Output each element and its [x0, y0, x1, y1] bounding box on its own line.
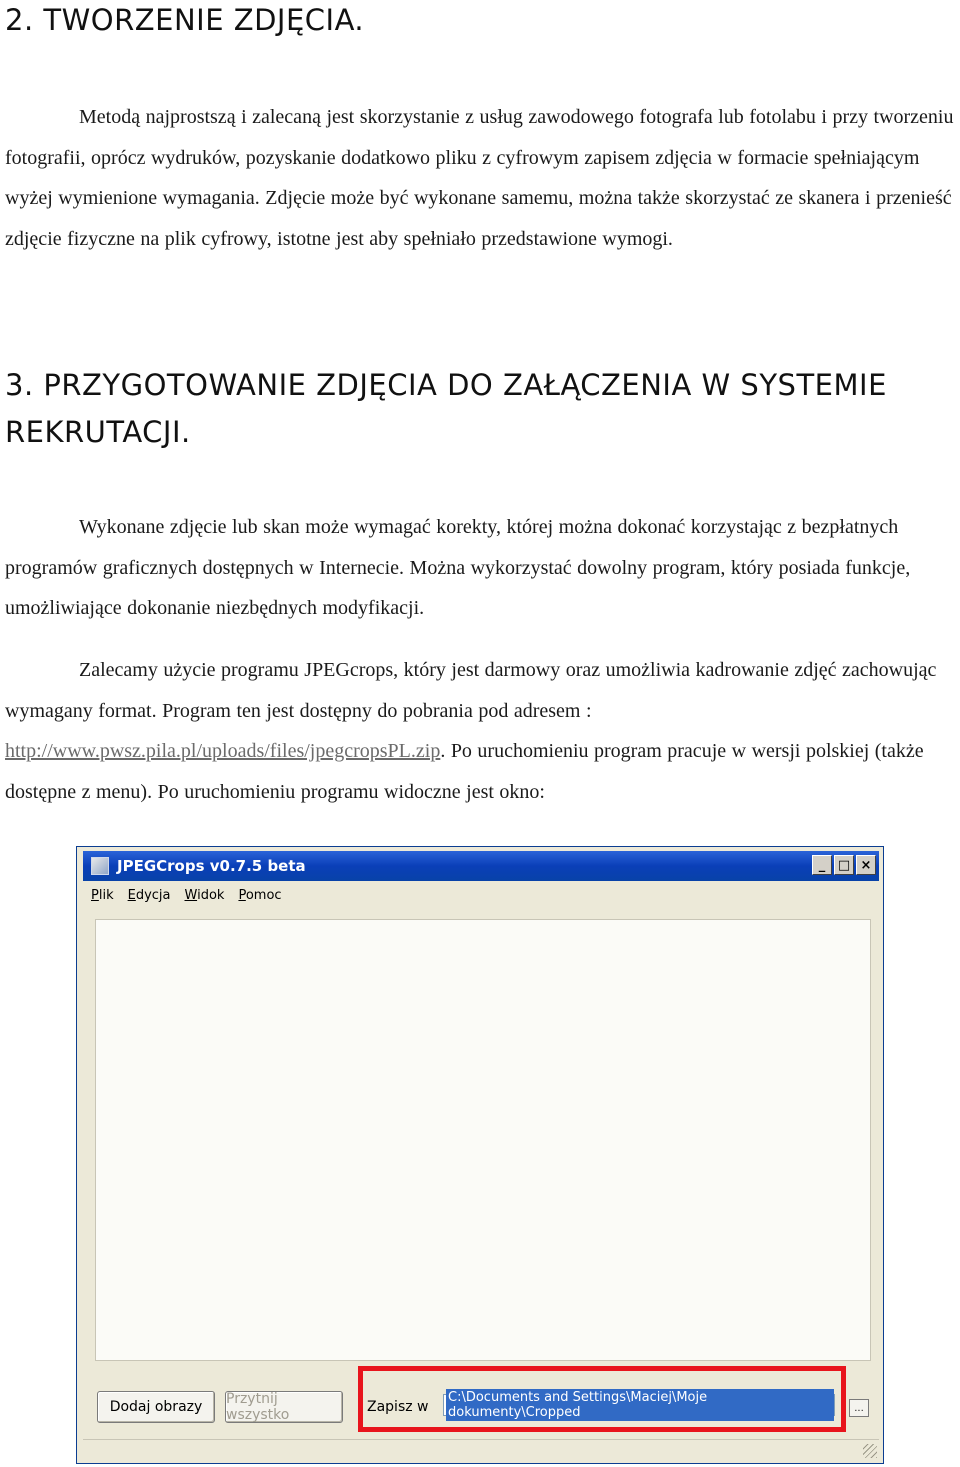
- window-titlebar: [83, 851, 879, 881]
- section-3-paragraph-2: [5, 650, 960, 812]
- status-bar: [83, 1439, 879, 1460]
- paragraph-2-text-before: Zalecamy użycie programu JPEGcrops, który jest darmowy oraz umożliwia kadrowanie zdjęć zachowując wymagany format. Program ten jest dostępny do pobrania pod adresem :: [5, 659, 937, 722]
- window-title: JPEGCrops v0.7.5 beta: [117, 857, 306, 875]
- jpegcrops-window-screenshot: [76, 846, 884, 1464]
- menu-widok[interactable]: Widok: [184, 887, 225, 903]
- section-2-heading: 2. TWORZENIE ZDJĘCIA.: [5, 3, 365, 37]
- section-3-paragraph-1: Wykonane zdjęcie lub skan może wymagać korekty, której można dokonać korzystając z bezpłatnych programów graficznych dostępnych w Internecie. Można wykorzystać dowolny program, który posiada funkcje, umożliwiające dokonanie niezbędnych modyfikacji.: [5, 516, 911, 619]
- menu-bar: [83, 883, 879, 907]
- section-2-paragraph: Metodą najprostszą i zalecaną jest skorzystanie z usług zawodowego fotografa lub fotolabu i przy tworzeniu fotografii, oprócz wydruków, pozyskanie dodatkowo pliku z cyfrowym zapisem zdjęcia w formacie spełniającym wyżej wymienione wymagania. Zdjęcie może być wykonane samemu, można także skorzystać ze skanera i przenieść zdjęcie fizyczne na plik cyfrowy, istotne jest aby spełniało przedstawione wymogi.: [5, 106, 954, 250]
- image-canvas[interactable]: [95, 919, 871, 1361]
- section-3-heading: 3. PRZYGOTOWANIE ZDJĘCIA DO ZAŁĄCZENIA W SYSTEMIE REKRUTACJI.: [5, 368, 887, 449]
- save-path-input[interactable]: [443, 1390, 835, 1420]
- crop-all-button[interactable]: Przytnij wszystko: [225, 1391, 343, 1423]
- menu-edycja[interactable]: Edycja: [127, 887, 171, 903]
- window-controls: [812, 855, 876, 875]
- app-icon: [91, 857, 109, 875]
- maximize-button[interactable]: □: [834, 855, 854, 875]
- resize-grip-icon[interactable]: [863, 1444, 877, 1458]
- menu-plik[interactable]: Plik: [91, 887, 114, 903]
- add-images-button[interactable]: Dodaj obrazy: [97, 1391, 215, 1423]
- minimize-button[interactable]: _: [812, 855, 832, 875]
- close-button[interactable]: ×: [856, 855, 876, 875]
- paragraph-2-text-after: . Po uruchomieniu program pracuje w wersji polskiej (także dostępne z menu). Po uruchomieniu programu widoczne jest okno:: [5, 740, 924, 803]
- save-path-text: C:\Documents and Settings\Maciej\Moje dokumenty\Cropped: [446, 1389, 834, 1421]
- save-to-label: Zapisz w: [367, 1399, 429, 1415]
- menu-pomoc[interactable]: Pomoc: [238, 887, 282, 903]
- download-link[interactable]: http://www.pwsz.pila.pl/uploads/files/jpegcropsPL.zip: [5, 740, 441, 762]
- browse-button[interactable]: ...: [849, 1399, 869, 1417]
